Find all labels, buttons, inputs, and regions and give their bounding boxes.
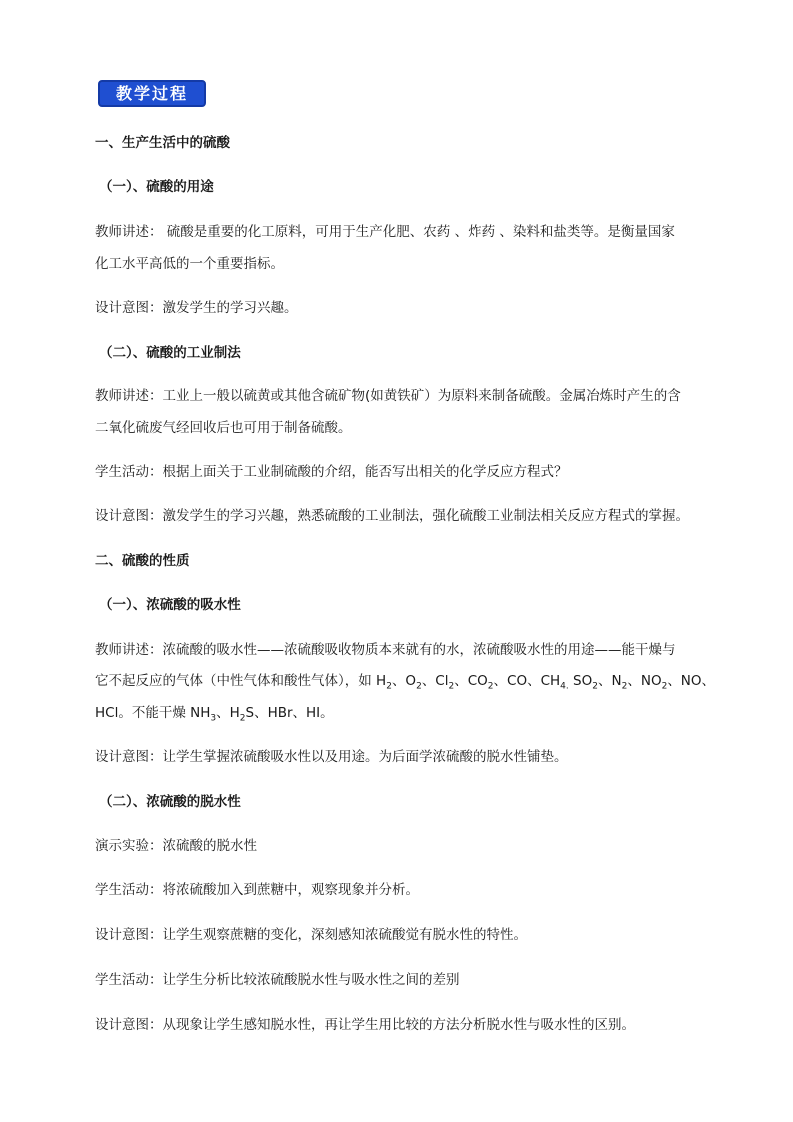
paragraph-line: 设计意图：让学生掌握浓硫酸吸水性以及用途。为后面学浓硫酸的脱水性铺垫。 — [95, 749, 568, 765]
subheading-dehydration: （二）、浓硫酸的脱水性 — [99, 794, 241, 810]
paragraph-line: 设计意图：让学生观察蔗糖的变化，深刻感知浓硫酸觉有脱水性的特性。 — [95, 927, 527, 943]
subheading-uses: （一）、硫酸的用途 — [99, 179, 214, 195]
paragraph-line: 二氧化硫废气经回收后也可用于制备硫酸。 — [95, 420, 352, 436]
section-badge: 教学过程 — [98, 80, 206, 107]
paragraph-line: 设计意图：激发学生的学习兴趣。 — [95, 300, 298, 316]
paragraph-line: 教师讲述： 硫酸是重要的化工原料，可用于生产化肥、农药 、炸药 、染料和盐类等。是衡量国家 — [95, 224, 675, 240]
subheading-water-absorption: （一）、浓硫酸的吸水性 — [99, 597, 241, 613]
paragraph-line: 设计意图：激发学生的学习兴趣，熟悉硫酸的工业制法，强化硫酸工业制法相关反应方程式的掌握。 — [95, 508, 689, 524]
subheading-industrial-production: （二）、硫酸的工业制法 — [99, 345, 241, 361]
paragraph-line: 教师讲述：浓硫酸的吸水性——浓硫酸吸收物质本来就有的水，浓硫酸吸水性的用途——能干燥与 — [95, 642, 676, 658]
paragraph-line: 化工水平高低的一个重要指标。 — [95, 256, 284, 272]
paragraph-line: 演示实验：浓硫酸的脱水性 — [95, 838, 257, 854]
paragraph-line: 学生活动：将浓硫酸加入到蔗糖中，观察现象并分析。 — [95, 882, 419, 898]
paragraph-line: 学生活动：让学生分析比较浓硫酸脱水性与吸水性之间的差别 — [95, 972, 460, 988]
heading-properties: 二、硫酸的性质 — [95, 553, 190, 569]
paragraph-line-formulas: HCl。不能干燥 $NH_3$、$H_2S$、HBr、HI。 — [95, 705, 334, 724]
paragraph-line-formulas: 它不起反应的气体（中性气体和酸性气体），如 $H_2$、$O_2$、$Cl_2$、$CO_2$、CO、$CH_{4.}$ $SO_2$、$N_2$、$NO_2$、NO、 — [95, 673, 716, 692]
paragraph-line: 设计意图：从现象让学生感知脱水性，再让学生用比较的方法分析脱水性与吸水性的区别。 — [95, 1017, 635, 1033]
paragraph-line: 学生活动：根据上面关于工业制硫酸的介绍，能否写出相关的化学反应方程式？ — [95, 464, 568, 480]
heading-sulfuric-acid-in-life: 一、生产生活中的硫酸 — [95, 135, 230, 151]
paragraph-line: 教师讲述：工业上一般以硫黄或其他含硫矿物(如黄铁矿）为原料来制备硫酸。金属冶炼时产生的含 — [95, 388, 681, 404]
